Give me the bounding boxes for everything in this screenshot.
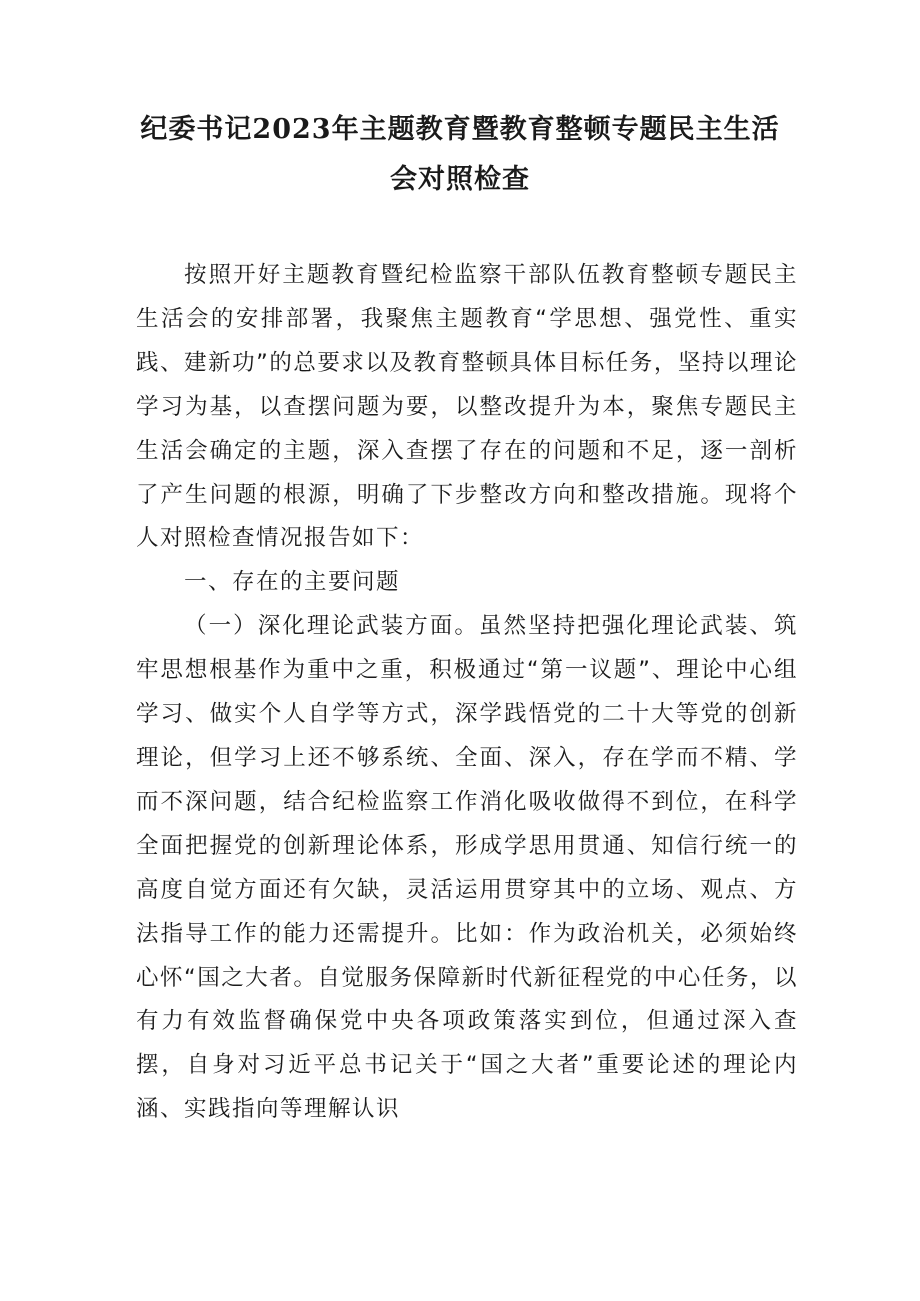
intro-paragraph: 按照开好主题教育暨纪检监察干部队伍教育整顿专题民主生活会的安排部署，我聚焦主题教育“学思想、强党性、重实践、建新功”的总要求以及教育整顿具体目标任务，坚持以理论学习为基，以查摆问题为要，以整改提升为本，聚焦专题民主生活会确定的主题，深入查摆了存在的问题和不足，逐一剖析了产生问题的根源，明确了下步整改方向和整改措施。现将个人对照检查情况报告如下： <box>136 262 798 552</box>
document-title-line-1: 纪委书记2023年主题教育暨教育整顿专题民主生活 <box>140 114 780 145</box>
section-heading-main-problems: 一、存在的主要问题 <box>184 569 401 596</box>
problem-paragraph-theory: （一）深化理论武装方面。虽然坚持把强化理论武装、筑牢思想根基作为重中之重，积极通过“第一议题”、理论中心组学习、做实个人自学等方式，深学践悟党的二十大等党的创新理论，但学习上还不够系统、全面、深入，存在学而不精、学而不深问题，结合纪检监察工作消化吸收做得不到位，在科学全面把握党的创新理论体系，形成学思用贯通、知信行统一的高度自觉方面还有欠缺，灵活运用贯穿其中的立场、观点、方法指导工作的能力还需提升。比如：作为政治机关，必须始终心怀“国之大者。自觉服务保障新时代新征程党的中心任务，以有力有效监督确保党中央各项政策落实到位，但通过深入查摆，自身对习近平总书记关于“国之大者”重要论述的理论内涵、实践指向等理解认识 <box>136 613 798 1123</box>
document-title-line-2: 会对照检查 <box>390 164 530 195</box>
document-body <box>136 254 798 1132</box>
